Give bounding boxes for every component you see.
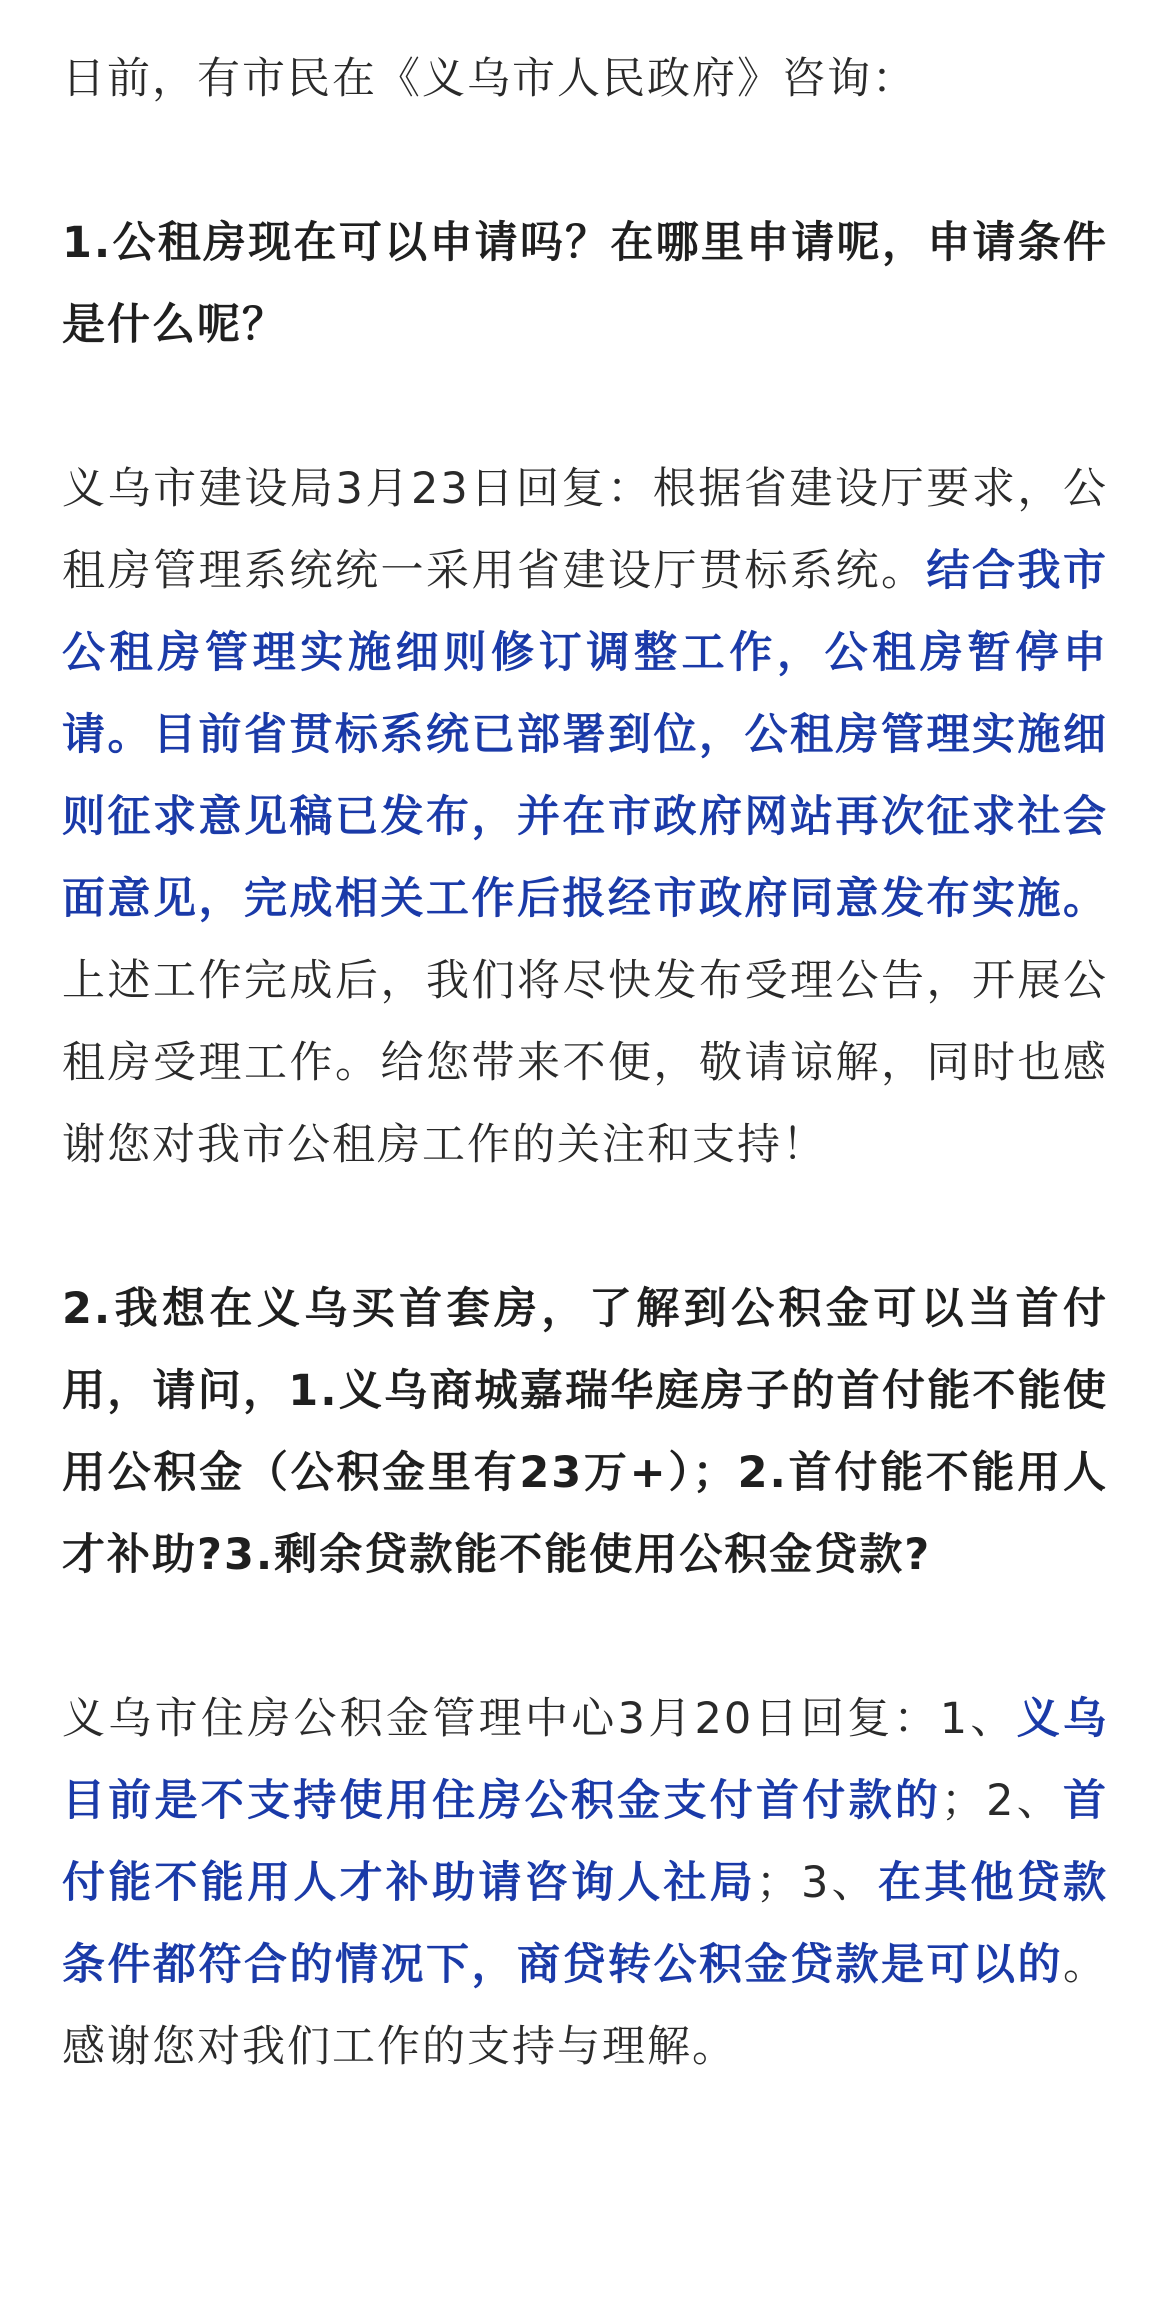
- question-2: 2.我想在义乌买首套房，了解到公积金可以当首付用，请问，1.义乌商城嘉瑞华庭房子的首付能不能使用公积金（公积金里有23万+）；2.首付能不能用人才补助?3.剩余贷款能不能使用公积金贷款?: [62, 1284, 1108, 1580]
- answer-2-sep-2: ；3、: [756, 1858, 878, 1908]
- answer-1: [62, 448, 1108, 1186]
- intro-paragraph: 日前，有市民在《义乌市人民政府》咨询：: [62, 54, 917, 104]
- answer-2-sep-1: ；2、: [941, 1776, 1064, 1826]
- answer-2-highlight-1: 义乌目前是不支持使用住房公积金支付首付款的: [62, 1694, 1109, 1826]
- answer-1-highlight: 结合我市公租房管理实施细则修订调整工作，公租房暂停申请。目前省贯标系统已部署到位，公租房管理实施细则征求意见稿已发布，并在市政府网站再次征求社会面意见，完成相关工作后报经市政府同意发布实施。: [62, 546, 1108, 924]
- answer-1-lead: 义乌市建设局3月23日回复：根据省建设厅要求，公租房管理系统统一采用省建设厅贯标系统。: [62, 464, 1108, 596]
- question-1: 1.公租房现在可以申请吗？在哪里申请呢，申请条件是什么呢？: [62, 218, 1108, 350]
- answer-2-lead: 义乌市住房公积金管理中心3月20日回复：1、: [62, 1694, 1017, 1744]
- answer-2-tail: 。感谢您对我们工作的支持与理解。: [62, 1940, 1108, 2072]
- answer-2: [62, 1678, 1108, 2088]
- answer-2-highlight-2: 首付能不能用人才补助请咨询人社局: [62, 1776, 1109, 1908]
- answer-2-highlight-3: 在其他贷款条件都符合的情况下，商贷转公积金贷款是可以的: [62, 1858, 1109, 1990]
- answer-1-tail: 上述工作完成后，我们将尽快发布受理公告，开展公租房受理工作。给您带来不便，敬请谅解，同时也感谢您对我市公租房工作的关注和支持！: [62, 956, 1108, 1170]
